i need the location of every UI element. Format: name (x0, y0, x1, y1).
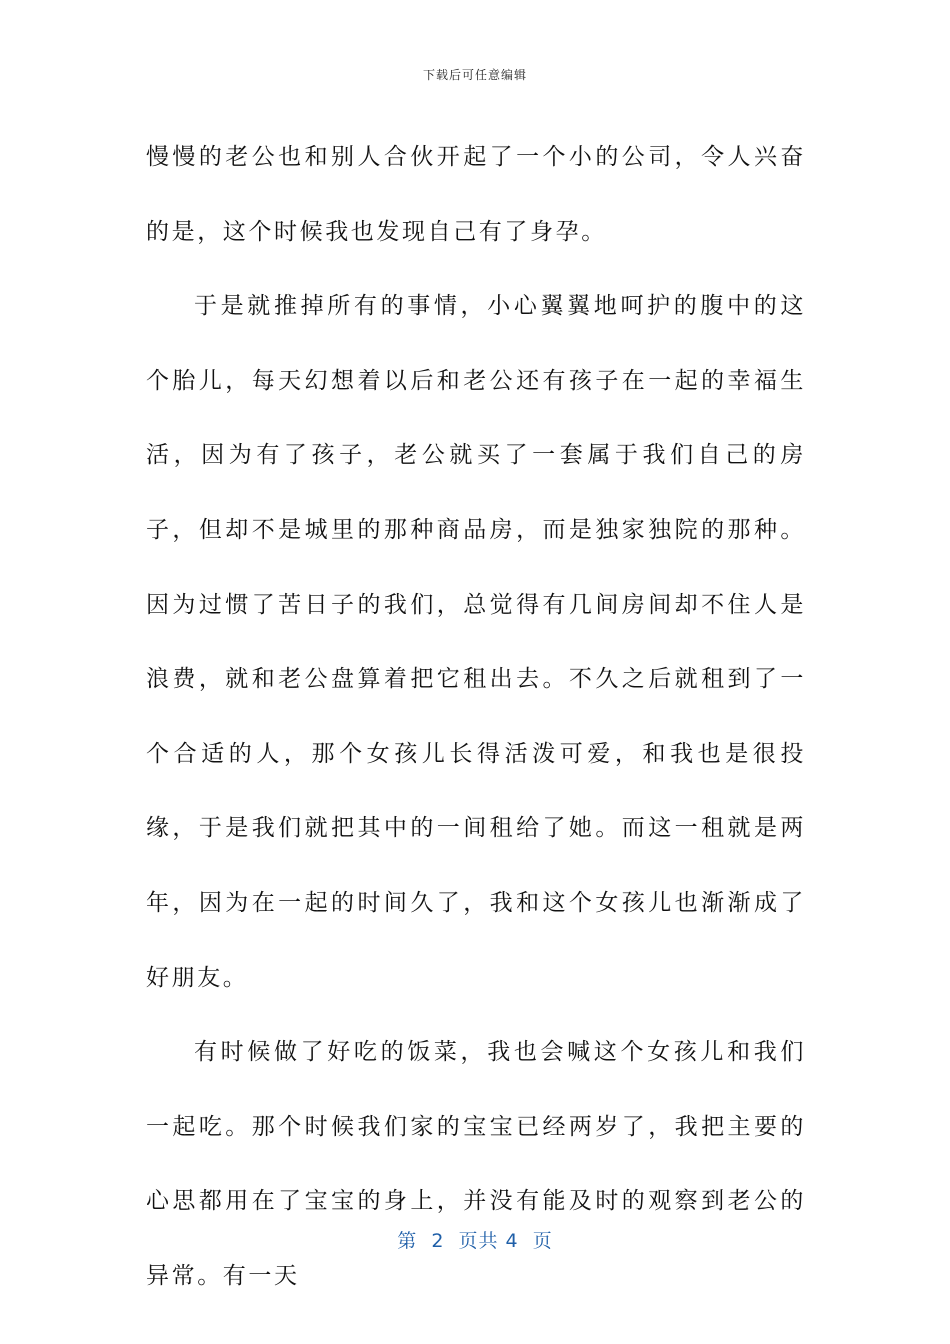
paragraph: 于是就推掉所有的事情，小心翼翼地呵护的腹中的这个胎儿，每天幻想着以后和老公还有孩子在一起的幸福生活，因为有了孩子，老公就买了一套属于我们自己的房子，但却不是城里的那种商品房，而是独家独院的那种。因为过惯了苦日子的我们，总觉得有几间房间却不住人是浪费，就和老公盘算着把它租出去。不久之后就租到了一个合适的人，那个女孩儿长得活泼可爱，和我也是很投缘，于是我们就把其中的一间租给了她。而这一租就是两年，因为在一起的时间久了，我和这个女孩儿也渐渐成了好朋友。 (146, 293, 806, 991)
page-number-footer: 第 2 页共 4 页 (397, 1230, 553, 1252)
document-body (146, 120, 806, 1314)
paragraph: 慢慢的老公也和别人合伙开起了一个小的公司，令人兴奋的是，这个时候我也发现自己有了身孕。 (146, 144, 806, 245)
paragraph: 有时候做了好吃的饭菜，我也会喊这个女孩儿和我们一起吃。那个时候我们家的宝宝已经两岁了，我把主要的心思都用在了宝宝的身上，并没有能及时的观察到老公的异常。有一天 (146, 1039, 806, 1289)
page-header: 下载后可任意编辑 (422, 68, 527, 82)
